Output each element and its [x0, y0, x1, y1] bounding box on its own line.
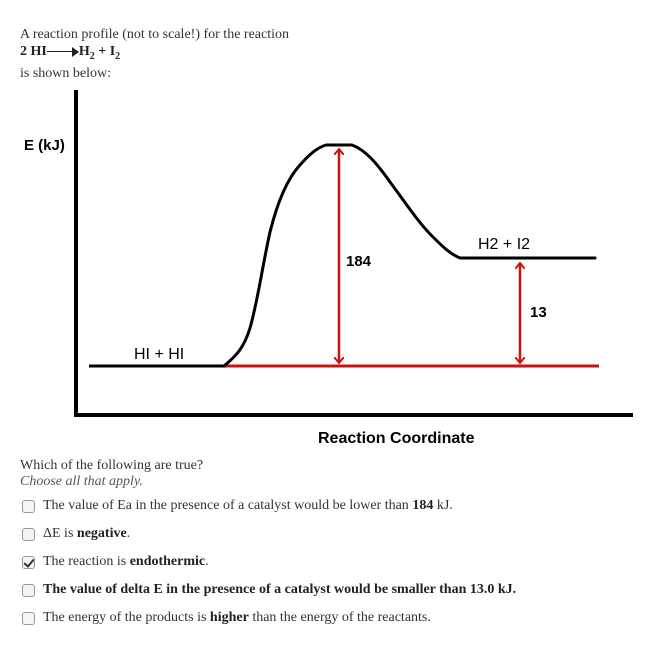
question-hint: Choose all that apply.: [20, 474, 143, 489]
delta-e-label: 13: [530, 304, 547, 321]
activation-energy-label: 184: [346, 253, 372, 270]
question-prompt: Which of the following are true?: [20, 458, 204, 473]
option-4[interactable]: [22, 580, 516, 600]
option-2-post: .: [126, 526, 131, 541]
option-2-text: [43, 526, 130, 542]
option-4-checkbox[interactable]: [22, 584, 35, 597]
option-3[interactable]: [22, 552, 209, 572]
y-axis-label: E (kJ): [24, 137, 65, 154]
option-1-post: kJ.: [433, 498, 453, 513]
equation-product-h-sub: 2: [89, 50, 95, 62]
x-axis-label: Reaction Coordinate: [318, 430, 475, 447]
equation-product-i-sub: 2: [115, 50, 121, 62]
option-3-pre: The reaction is: [43, 554, 130, 569]
equation-product-h: H: [78, 44, 90, 59]
energy-curve: [224, 145, 595, 366]
question: [20, 458, 203, 490]
equation-product-i: + I: [94, 44, 116, 59]
reactant-label: HI + HI: [134, 346, 185, 363]
option-5[interactable]: [22, 608, 431, 628]
option-4-bold: The value of delta E in the presence of a catalyst would be smaller than 13.0 kJ.: [43, 582, 517, 597]
option-5-checkbox[interactable]: [22, 612, 35, 625]
option-1-pre: The value of Ea in the presence of a catalyst would be lower than: [43, 498, 413, 513]
option-1-text: [43, 498, 453, 514]
option-5-bold: higher: [209, 610, 249, 625]
option-5-post: than the energy of the reactants.: [248, 610, 431, 625]
option-3-post: .: [205, 554, 209, 569]
option-1-checkbox[interactable]: [22, 500, 35, 513]
intro-line-1: A reaction profile (not to scale!) for the reaction: [20, 27, 289, 42]
option-1[interactable]: [22, 496, 453, 516]
intro-line-3: is shown below:: [20, 65, 111, 81]
option-3-checkbox[interactable]: [22, 556, 35, 569]
option-5-text: [43, 610, 431, 626]
option-4-text: [43, 582, 516, 598]
option-1-bold: 184: [412, 498, 434, 513]
option-2[interactable]: [22, 524, 130, 544]
option-5-pre: The energy of the products is: [43, 610, 210, 625]
equation-reactant: 2 HI: [20, 44, 47, 59]
option-2-pre: ΔE is: [43, 526, 77, 541]
option-2-bold: negative: [76, 526, 127, 541]
option-3-text: [43, 554, 209, 570]
option-2-checkbox[interactable]: [22, 528, 35, 541]
product-label: H2 + I2: [478, 236, 531, 253]
option-3-bold: endothermic: [129, 554, 206, 569]
